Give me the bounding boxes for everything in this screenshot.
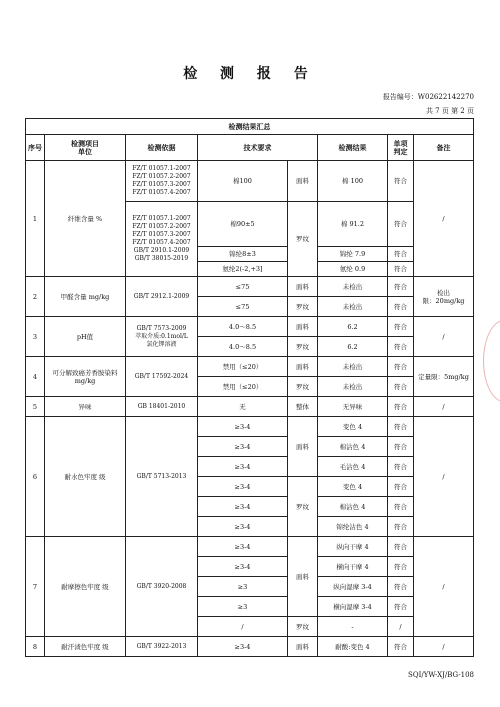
row-basis: GB/T 2912.1-2009: [126, 277, 198, 317]
row-part: 罗纹: [288, 337, 318, 357]
row-requirement: ≥3-4: [198, 457, 288, 477]
header-requirement: 技术要求: [198, 135, 318, 161]
row-basis: FZ/T 01057.1-2007 FZ/T 01057.2-2007 FZ/T 01057.3-2007 FZ/T 01057.4-2007 GB/T 2910.1-2009 GB/T 38015-2019: [126, 202, 198, 277]
header-seq: 序号: [26, 135, 45, 161]
row-judgment: /: [388, 617, 414, 637]
row-seq: 6: [26, 417, 45, 537]
table-row: [26, 357, 474, 377]
row-result: -: [318, 617, 388, 637]
row-result: 棉沾色 4: [318, 437, 388, 457]
row-judgment: 符合: [388, 317, 414, 337]
row-requirement: ≥3: [198, 577, 288, 597]
row-remarks: /: [414, 161, 474, 277]
row-judgment: 符合: [388, 497, 414, 517]
row-basis: GB/T 7573-2009 萃取介质:0.1mol/L 氯化钾溶液: [126, 317, 198, 357]
row-requirement: 棉90±5: [198, 202, 288, 247]
row-result: 未检出: [318, 297, 388, 317]
table-row: [26, 637, 474, 657]
row-judgment: 符合: [388, 297, 414, 317]
row-item: 耐摩擦色牢度 级: [45, 537, 126, 637]
row-seq: 5: [26, 397, 45, 417]
row-judgment: 符合: [388, 202, 414, 247]
row-seq: 7: [26, 537, 45, 637]
row-result: 毛沾色 4: [318, 457, 388, 477]
row-remarks: /: [414, 537, 474, 637]
row-part: 面料: [288, 357, 318, 377]
row-part: 罗纹: [288, 377, 318, 397]
row-basis: GB/T 5713-2013: [126, 417, 198, 537]
row-item: pH值: [45, 317, 126, 357]
row-requirement: 禁用（≤20）: [198, 377, 288, 397]
table-row: [26, 397, 474, 417]
row-requirement: 锦纶8±3: [198, 247, 288, 262]
row-basis: GB/T 3922-2013: [126, 637, 198, 657]
row-seq: 8: [26, 637, 45, 657]
row-judgment: 符合: [388, 161, 414, 202]
row-requirement: 4.0～8.5: [198, 317, 288, 337]
row-part: 面料: [288, 161, 318, 202]
row-judgment: 符合: [388, 597, 414, 617]
row-remarks: /: [414, 417, 474, 537]
row-item: 异味: [45, 397, 126, 417]
row-requirement: ≥3: [198, 597, 288, 617]
row-judgment: 符合: [388, 357, 414, 377]
row-result: 变色 4: [318, 417, 388, 437]
row-result: 变色 4: [318, 477, 388, 497]
row-result: 未检出: [318, 377, 388, 397]
row-part: 面料: [288, 417, 318, 477]
row-result: 6.2: [318, 337, 388, 357]
row-requirement: 禁用（≤20）: [198, 357, 288, 377]
row-judgment: 符合: [388, 577, 414, 597]
row-basis: GB/T 17592-2024: [126, 357, 198, 397]
row-requirement: 4.0～8.5: [198, 337, 288, 357]
row-basis: GB 18401-2010: [126, 397, 198, 417]
row-judgment: 符合: [388, 437, 414, 457]
row-part: 面料: [288, 317, 318, 337]
row-result: 耐酸:变色 4: [318, 637, 388, 657]
row-remarks: /: [414, 637, 474, 657]
row-requirement: ≥3-4: [198, 477, 288, 497]
row-item: 耐水色牢度 级: [45, 417, 126, 537]
row-result: 锦纶沾色 4: [318, 517, 388, 537]
row-judgment: 符合: [388, 277, 414, 297]
row-basis: FZ/T 01057.1-2007 FZ/T 01057.2-2007 FZ/T 01057.3-2007 FZ/T 01057.4-2007: [126, 161, 198, 202]
row-remarks: /: [414, 317, 474, 357]
table-row: [26, 317, 474, 337]
row-requirement: ≤75: [198, 297, 288, 317]
footer-code: SQI/YW-XJ/BG-108: [408, 671, 474, 679]
row-item: 甲醛含量 mg/kg: [45, 277, 126, 317]
row-result: 纵向湿摩 3-4: [318, 577, 388, 597]
row-result: 纵向干摩 4: [318, 537, 388, 557]
row-part: 面料: [288, 537, 318, 617]
row-judgment: 符合: [388, 537, 414, 557]
row-requirement: ≥3-4: [198, 557, 288, 577]
row-requirement: ≥3-4: [198, 497, 288, 517]
header-judgment: 单项 判定: [388, 135, 414, 161]
row-requirement: /: [198, 617, 288, 637]
row-judgment: 符合: [388, 457, 414, 477]
row-seq: 4: [26, 357, 45, 397]
row-part: 罗纹: [288, 297, 318, 317]
row-remarks: /: [414, 397, 474, 417]
row-requirement: ≥3-4: [198, 537, 288, 557]
row-requirement: ≥3-4: [198, 637, 288, 657]
results-table: [25, 118, 474, 657]
row-part: 整体: [288, 397, 318, 417]
table-row: [26, 277, 474, 297]
header-result: 检测结果: [318, 135, 388, 161]
row-result: 棉沾色 4: [318, 497, 388, 517]
row-requirement: ≥3-4: [198, 437, 288, 457]
header-remarks: 备注: [414, 135, 474, 161]
row-judgment: 符合: [388, 247, 414, 262]
row-result: 氨纶 0.9: [318, 262, 388, 277]
row-remarks: 检出 限：20mg/kg: [414, 277, 474, 317]
row-judgment: 符合: [388, 637, 414, 657]
row-result: 未检出: [318, 357, 388, 377]
row-judgment: 符合: [388, 557, 414, 577]
row-result: 无异味: [318, 397, 388, 417]
row-part: 面料: [288, 277, 318, 297]
page-indicator: 共 7 页 第 2 页: [425, 107, 474, 115]
header-basis: 检测依据: [126, 135, 198, 161]
report-title: 检 测 报 告: [183, 66, 317, 82]
row-judgment: 符合: [388, 517, 414, 537]
row-basis: GB/T 3920-2008: [126, 537, 198, 637]
row-requirement: ≥3-4: [198, 517, 288, 537]
row-requirement: ≤75: [198, 277, 288, 297]
row-judgment: 符合: [388, 262, 414, 277]
row-judgment: 符合: [388, 377, 414, 397]
row-item: 可分解致癌芳香胺染料 mg/kg: [45, 357, 126, 397]
table-row: [26, 537, 474, 557]
row-item: 耐汗渍色牢度 级: [45, 637, 126, 657]
row-seq: 1: [26, 161, 45, 277]
row-seq: 3: [26, 317, 45, 357]
row-part: 罗纹: [288, 202, 318, 277]
table-row: [26, 417, 474, 437]
row-requirement: ≥3-4: [198, 417, 288, 437]
row-result: 6.2: [318, 317, 388, 337]
row-part: 罗纹: [288, 477, 318, 537]
row-judgment: 符合: [388, 417, 414, 437]
row-result: 未检出: [318, 277, 388, 297]
row-part: 罗纹: [288, 617, 318, 637]
row-requirement: 无: [198, 397, 288, 417]
summary-caption: 检测结果汇总: [26, 119, 474, 135]
row-result: 锦纶 7.9: [318, 247, 388, 262]
row-requirement: 氨纶2(-2,+3]: [198, 262, 288, 277]
row-remarks: 定量限：5mg/kg: [414, 357, 474, 397]
seal-stamp: [483, 320, 500, 402]
row-seq: 2: [26, 277, 45, 317]
row-result: 横向干摩 4: [318, 557, 388, 577]
row-result: 棉 91.2: [318, 202, 388, 247]
report-number: 报告编号：W02622142270: [382, 93, 474, 101]
row-item: 纤维含量 %: [45, 161, 126, 277]
row-judgment: 符合: [388, 477, 414, 497]
header-item: 检测项目 单位: [45, 135, 126, 161]
row-result: 横向湿摩 3-4: [318, 597, 388, 617]
row-judgment: 符合: [388, 337, 414, 357]
table-header-row: [26, 135, 474, 161]
row-judgment: 符合: [388, 397, 414, 417]
row-part: 面料: [288, 637, 318, 657]
row-requirement: 棉100: [198, 161, 288, 202]
row-result: 棉 100: [318, 161, 388, 202]
table-row: [26, 161, 474, 202]
